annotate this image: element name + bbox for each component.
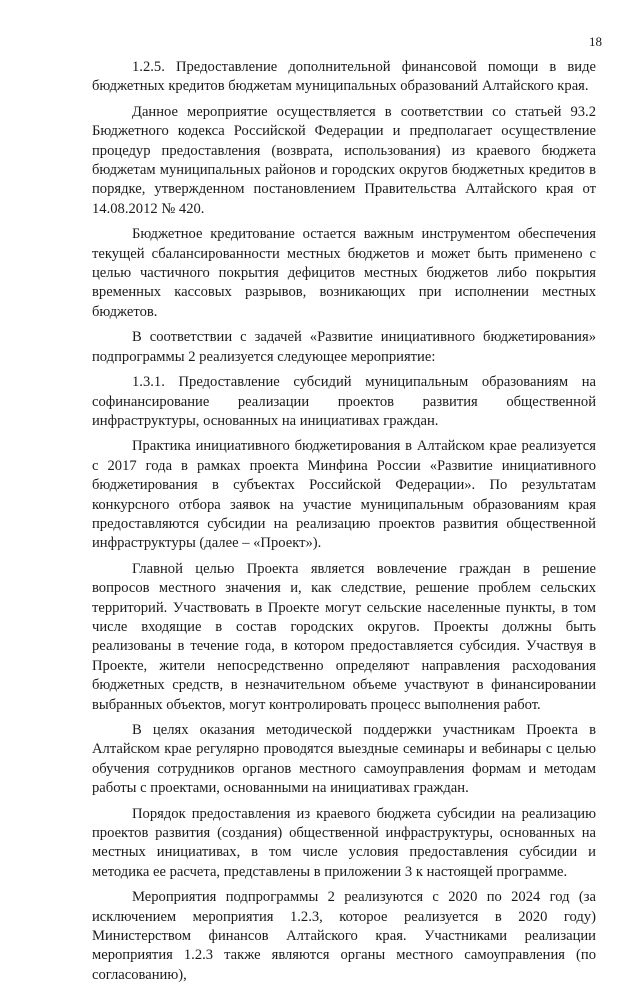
paragraph-implementation: Мероприятия подпрограммы 2 реализуются с 2020 по 2024 год (за исключением мероприятия 1.2.3, которое реализуется в 2020 году) Министерством финансов Алтайского края. Участниками реализации мероприятия 1.2.3 также являются органы местного самоуправления (по согласованию), <box>92 889 596 983</box>
paragraph-practice: Практика инициативного бюджетирования в Алтайском крае реализуется с 2017 года в рамках проекта Минфина России «Развитие инициативного бюджетирования в субъектах Российской Федерации». По результатам конкурсного отбора заявок на участие муниципальным образованиям края предоставляются субсидии на реализацию проектов развития общественной инфраструктуры (далее – «Проект»). <box>92 438 596 552</box>
page-number: 18 <box>589 34 602 49</box>
paragraph-subsidy-procedure: Порядок предоставления из краевого бюджета субсидии на реализацию проектов развития (создания) общественной инфраструктуры, основанных на местных инициативах, в том числе условия предоставления субсидии и методика ее расчета, представлены в приложении 3 к настоящей программе. <box>92 805 596 880</box>
paragraph-budget-crediting: Бюджетное кредитование остается важным инструментом обеспечения текущей сбалансированности местных бюджетов и может быть применено с целью частичного покрытия дефицитов местных бюджетов либо покрытия временных кассовых разрывов, возникающих при исполнении местных бюджетов. <box>92 226 596 320</box>
paragraph-project-goal: Главной целью Проекта является вовлечение граждан в решение вопросов местного значения и, как следствие, решение проблем сельских территорий. Участвовать в Проекте могут сельские населенные пункты, в том числе входящие в состав городских округов. Проекты должны быть реализованы в течение года, в котором предоставляется субсидия. Участвуя в Проекте, жители непосредственно определяют направления расходования бюджетных средств, в незначительном объеме участвуют в финансировании выбранных объектов, могут контролировать процесс выполнения работ. <box>92 560 596 713</box>
paragraph-1-2-5: 1.2.5. Предоставление дополнительной финансовой помощи в виде бюджетных кредитов бюджетам муниципальных образований Алтайского края. <box>92 59 596 95</box>
paragraph-task-initiative: В соответствии с задачей «Развитие инициативного бюджетирования» подпрограммы 2 реализуется следующее мероприятие: <box>92 329 596 365</box>
paragraph-1-3-1: 1.3.1. Предоставление субсидий муниципальным образованиям на софинансирование реализации проектов развития общественной инфраструктуры, основанных на инициативах граждан. <box>92 374 596 429</box>
paragraph-methodical-support: В целях оказания методической поддержки участникам Проекта в Алтайском крае регулярно проводятся выездные семинары и вебинары с целью обучения сотрудников органов местного самоуправления формам и методам работы с проектами, основанными на инициативах граждан. <box>92 722 596 797</box>
document-body <box>92 58 596 985</box>
paragraph-budget-code: Данное мероприятие осуществляется в соответствии со статьей 93.2 Бюджетного кодекса Российской Федерации и предполагает осуществление процедур предоставления (возврата, использования) из краевого бюджета бюджетам муниципальных районов и городских округов бюджетных кредитов в порядке, утвержденном постановлением Правительства Алтайского края от 14.08.2012 № 420. <box>92 103 596 217</box>
